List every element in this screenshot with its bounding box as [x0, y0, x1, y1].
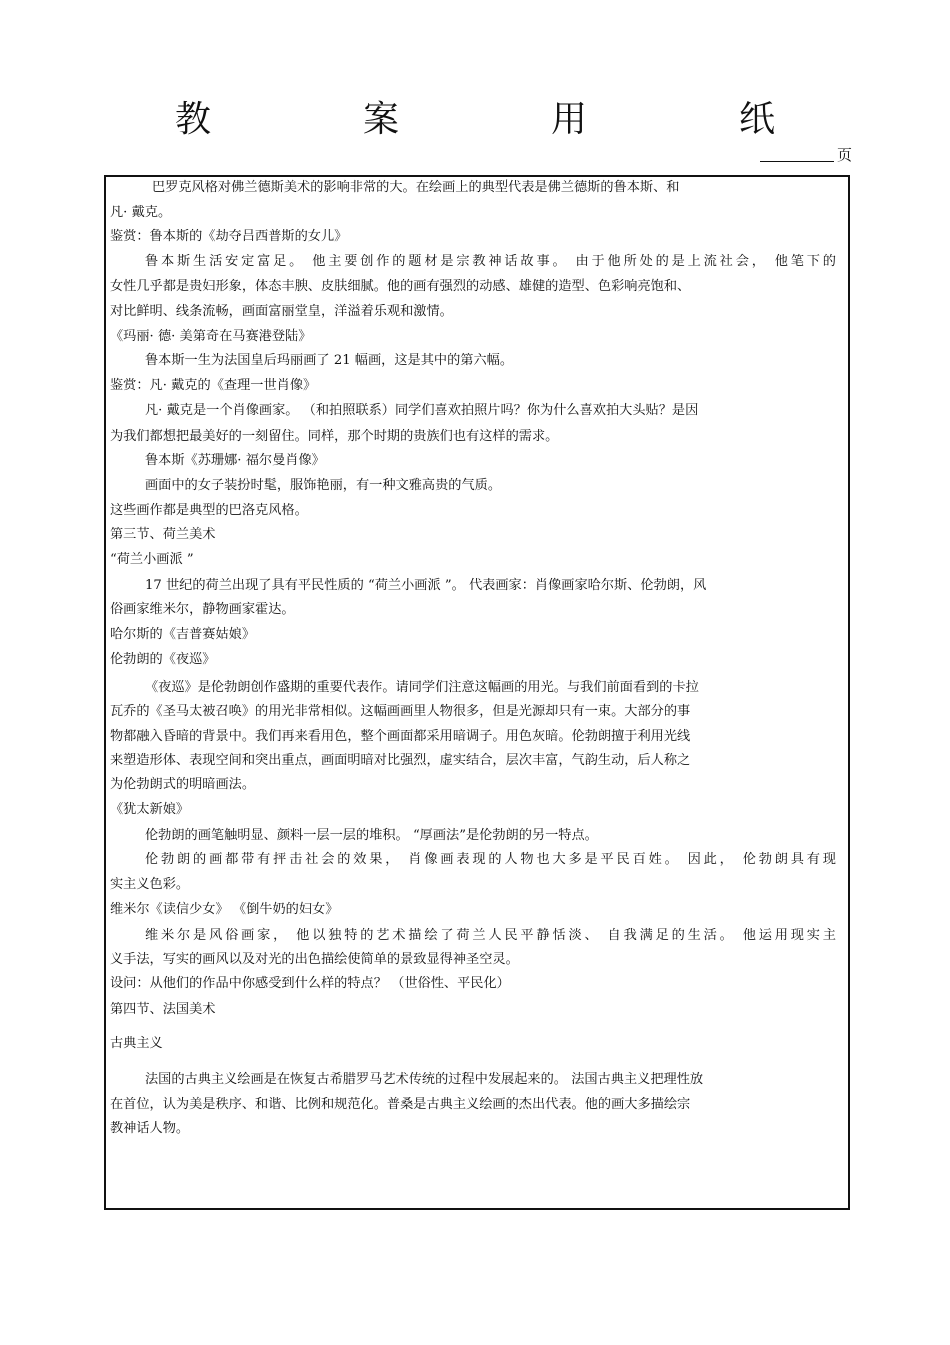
artwork-title: 鲁本斯《苏珊娜· 福尔曼肖像》	[145, 453, 325, 468]
text-line: 瓦乔的《圣马太被召唤》的用光非常相似。这幅画画里人物很多，但是光源却只有一束。大部分的事	[110, 704, 691, 719]
section-label: 鉴赏：凡· 戴克的《查理一世肖像》	[110, 378, 317, 393]
subheading: 古典主义	[110, 1036, 163, 1051]
text-line: 在首位，认为美是秩序、和谐、比例和规范化。普桑是古典主义绘画的杰出代表。他的画大多描绘宗	[110, 1097, 691, 1112]
text-line: 鲁本斯一生为法国皇后玛丽画了 21 幅画，这是其中的第六幅。	[145, 353, 514, 368]
text-line: 物都融入昏暗的背景中。我们再来看用色，整个画面都采用暗调子。用色灰暗。伦勃朗擅于利用光线	[110, 729, 691, 744]
text-line: 义手法，写实的画风以及对光的出色描绘使简单的景致显得神圣空灵。	[110, 952, 519, 967]
text-line: 凡· 戴克。	[110, 205, 172, 220]
text-line: 实主义色彩。	[110, 877, 190, 892]
text-line: 伦勃朗的画都带有抨击社会的效果， 肖像画表现的人物也大多是平民百姓。 因此， 伦勃朗具有现	[145, 852, 836, 867]
text-line: 《夜巡》是伦勃朗创作盛期的重要代表作。请同学们注意这幅画的用光。与我们前面看到的卡拉	[145, 680, 699, 695]
text-line: 凡· 戴克是一个肖像画家。 （和拍照联系）同学们喜欢拍照片吗？你为什么喜欢拍大头贴？是因	[145, 403, 699, 418]
document-title: 教 案 用 纸	[174, 99, 833, 140]
text-line: 巴罗克风格对佛兰德斯美术的影响非常的大。在绘画上的典型代表是佛兰德斯的鲁本斯、和	[152, 180, 680, 195]
artwork-title: 《犹太新娘》	[110, 802, 190, 817]
text-line: 俗画家维米尔，静物画家霍达。	[110, 602, 295, 617]
text-line: 法国的古典主义绘画是在恢复古希腊罗马艺术传统的过程中发展起来的。 法国古典主义把理性放	[145, 1072, 704, 1087]
page-number-blank	[760, 161, 834, 162]
artwork-title: 维米尔《读信少女》 《倒牛奶的妇女》	[110, 902, 339, 917]
artwork-title: 哈尔斯的《吉普赛姑娘》	[110, 627, 256, 642]
text-line: 为我们都想把最美好的一刻留住。同样，那个时期的贵族们也有这样的需求。	[110, 429, 559, 444]
text-line: 来塑造形体、表现空间和突出重点，画面明暗对比强烈，虚实结合，层次丰富，气韵生动，后人称之	[110, 753, 691, 768]
text-line: 鲁本斯生活安定富足。 他主要创作的题材是宗教神话故事。 由于他所处的是上流社会， 他笔下的	[145, 254, 836, 269]
artwork-title: 《玛丽· 德· 美第奇在马赛港登陆》	[110, 329, 312, 344]
text-line: 画面中的女子装扮时髦，服饰艳丽，有一种文雅高贵的气质。	[145, 478, 502, 493]
text-line: 维米尔是风俗画家， 他以独特的艺术描绘了荷兰人民平静恬淡、 自我满足的生活。 他运用现实主	[145, 928, 836, 943]
subheading: “荷兰小画派 ”	[110, 552, 194, 567]
question-line: 设问：从他们的作品中你感受到什么样的特点？ （世俗性、平民化）	[110, 976, 510, 991]
section-label: 鉴赏：鲁本斯的《劫夺吕西普斯的女儿》	[110, 229, 348, 244]
section-heading: 第三节、荷兰美术	[110, 527, 216, 542]
text-line: 教神话人物。	[110, 1121, 190, 1136]
page-number-field	[760, 145, 860, 167]
text-line: 对比鲜明、线条流畅，画面富丽堂皇，洋溢着乐观和激情。	[110, 304, 453, 319]
text-line: 女性几乎都是贵妇形象，体态丰腴、皮肤细腻。他的画有强烈的动感、雄健的造型、色彩响亮饱和、	[110, 279, 691, 294]
text-line: 为伦勃朗式的明暗画法。	[110, 777, 256, 792]
text-line: 这些画作都是典型的巴洛克风格。	[110, 503, 308, 518]
text-line: 伦勃朗的画笔触明显、颜料一层一层的堆积。 “厚画法”是伦勃朗的另一特点。	[145, 828, 598, 843]
section-heading: 第四节、法国美术	[110, 1002, 216, 1017]
page-label: 页	[837, 146, 853, 164]
text-line: 17 世纪的荷兰出现了具有平民性质的 “荷兰小画派 ”。 代表画家：肖像画家哈尔斯、伦勃朗，风	[145, 578, 707, 593]
artwork-title: 伦勃朗的《夜巡》	[110, 652, 216, 667]
